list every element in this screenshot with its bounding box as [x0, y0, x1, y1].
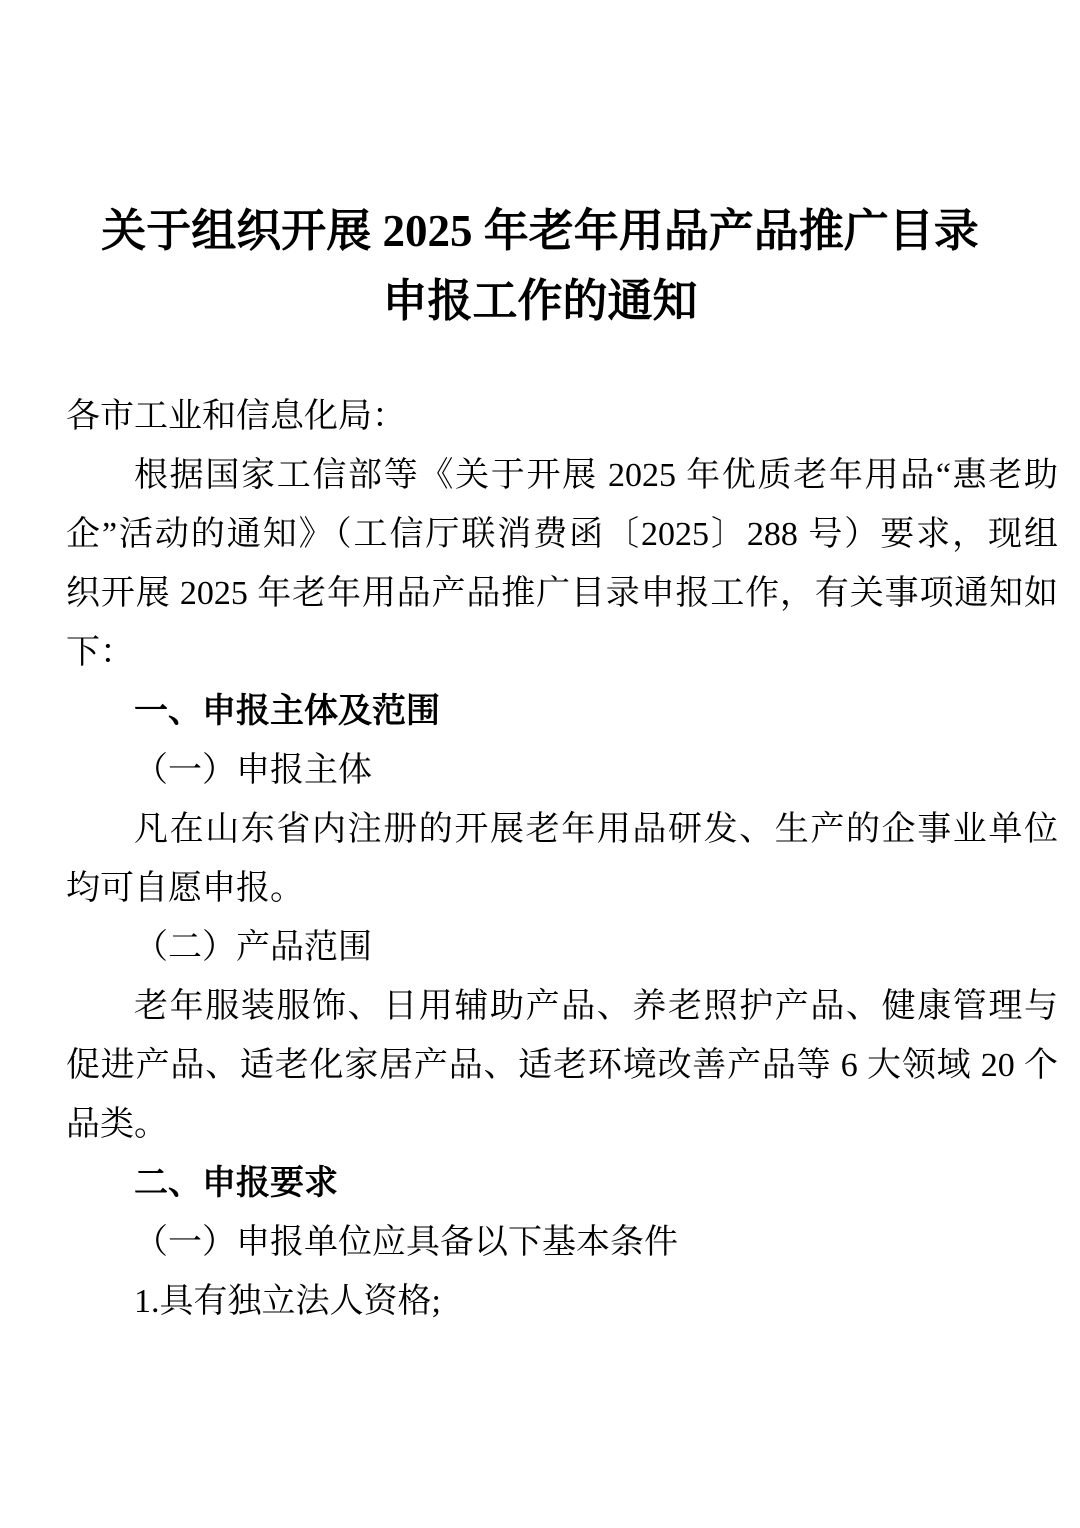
salutation-line: 各市工业和信息化局： [66, 398, 406, 435]
section-1-2-subheading: （二）产品范围 [134, 929, 372, 966]
title-line-2: 申报工作的通知 [382, 276, 698, 326]
section-1-heading: 一、申报主体及范围 [134, 692, 440, 730]
section-1-1-subheading: （一）申报主体 [134, 752, 372, 789]
applicant-scope-line: 凡在山东省内注册的开展老年用品研发、生产的企事业单位 [134, 811, 1058, 848]
product-scope-line: 促进产品、适老化家居产品、适老环境改善产品等 6 大领域 20 个 [66, 1047, 1058, 1084]
condition-item-line: 1.具有独立法人资格; [134, 1283, 441, 1320]
intro-paragraph-line: 织开展 2025 年老年用品产品推广目录申报工作，有关事项通知如 [66, 575, 1058, 612]
title-line-1: 关于组织开展 2025 年老年用品产品推广目录 [101, 206, 979, 256]
product-scope-line: 老年服装服饰、日用辅助产品、养老照护产品、健康管理与 [134, 988, 1058, 1025]
applicant-scope-line: 均可自愿申报。 [66, 870, 304, 907]
product-scope-line: 品类。 [66, 1106, 168, 1143]
document-title [0, 196, 1080, 336]
intro-paragraph-line: 企”活动的通知》（工信厅联消费函〔2025〕288 号）要求，现组 [66, 516, 1058, 553]
document-body [66, 387, 1058, 1331]
section-2-1-subheading: （一）申报单位应具备以下基本条件 [134, 1224, 678, 1261]
intro-paragraph-line: 下： [66, 634, 134, 671]
intro-paragraph-line: 根据国家工信部等《关于开展 2025 年优质老年用品“惠老助 [134, 457, 1058, 494]
section-2-heading: 二、申报要求 [134, 1164, 338, 1202]
